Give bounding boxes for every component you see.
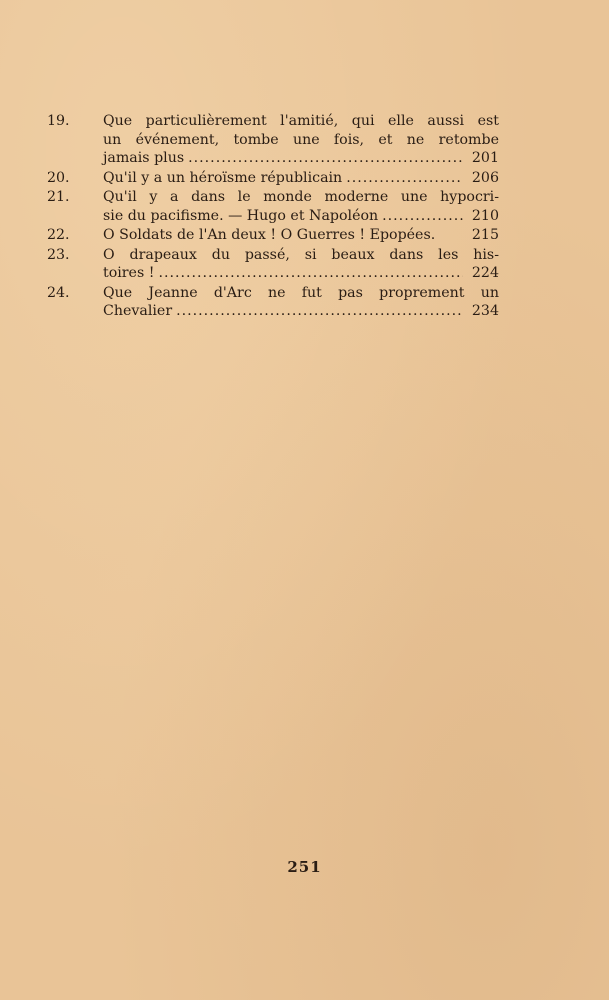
dot-leader xyxy=(382,207,463,226)
entry-last-line xyxy=(103,226,499,245)
dot-leader xyxy=(346,169,463,188)
entry-last-line xyxy=(103,149,499,168)
toc-entry-21 xyxy=(47,188,499,225)
entry-text-line: Qu'il y a un héroïsme républicain xyxy=(103,169,343,186)
entry-page-number: 234 xyxy=(471,303,499,319)
entry-number: 23. xyxy=(47,246,70,263)
entry-text-line: Que Jeanne d'Arc ne fut pas proprement un xyxy=(103,284,499,301)
toc-entry-22 xyxy=(47,226,499,245)
entry-number: 19. xyxy=(47,113,70,129)
entry-text-line: un événement, tombe une fois, et ne retombe xyxy=(103,131,499,148)
entry-page-number: 201 xyxy=(471,150,499,166)
entry-number: 22. xyxy=(47,227,70,243)
entry-last-line xyxy=(103,169,499,188)
dot-leader xyxy=(188,149,463,168)
dot-leader xyxy=(158,264,463,283)
entry-page-number: 215 xyxy=(471,227,499,243)
dot-leader xyxy=(176,302,463,321)
entry-text-line: Que particulièrement l'amitié, qui elle aussi est xyxy=(103,113,499,129)
entry-page-number: 224 xyxy=(471,265,499,281)
entry-text-line: O Soldats de l'An deux ! O Guerres ! Epopées. xyxy=(103,227,436,243)
entry-last-line xyxy=(103,264,499,283)
entry-text-line: jamais plus xyxy=(103,150,185,166)
toc-entry-20 xyxy=(47,169,499,188)
toc-entry-24 xyxy=(47,284,499,321)
entry-text-line: Chevalier xyxy=(103,303,173,319)
entry-number: 20. xyxy=(47,169,70,186)
entry-number: 21. xyxy=(47,189,70,205)
page-folio: 251 xyxy=(287,858,322,876)
entry-text-line: toires ! xyxy=(103,265,155,281)
entry-number: 24. xyxy=(47,284,70,301)
table-of-contents xyxy=(47,112,499,322)
entry-text-line: Qu'il y a dans le monde moderne une hypocri- xyxy=(103,189,499,205)
entry-last-line xyxy=(103,302,499,321)
entry-page-number: 206 xyxy=(471,169,499,186)
entry-page-number: 210 xyxy=(471,207,499,224)
entry-text-line: O drapeaux du passé, si beaux dans les his- xyxy=(103,246,499,263)
toc-entry-23 xyxy=(47,246,499,283)
entry-last-line xyxy=(103,207,499,226)
entry-text-line: sie du pacifisme. — Hugo et Napoléon xyxy=(103,207,379,224)
toc-entry-19 xyxy=(47,112,499,168)
